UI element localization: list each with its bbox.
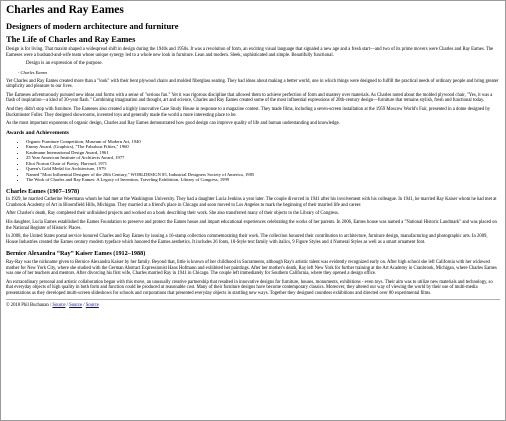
footer [6,303,500,309]
award-item: • Organic Furniture Competition, Museum of Modern Art, 1940 [26,139,500,145]
intro-paragraph: Design is for living. That maxim shaped a widespread shift in design during the 1940s and 1950s. It was a revolution of form, an exciting visual language that signaled a new age and a fresh start—and two of its prime movers were Charles and Ray Eames. The Eameses were a husband-and-wife team whose unique synergy led to a whole new look in furniture. Lean and modern. Sleek, sophisticated and simple. Beautifully functional. [6,47,494,58]
life-heading: The Life of Charles and Ray Eames [6,34,136,44]
source-link-3[interactable]: Source [85,303,99,309]
footer-separator: / [83,303,85,309]
award-item: • Named "Most Influential Designer of the 20th Century," WORLDESIGN 85, Industrial Designers Society of America, 1985 [26,172,500,178]
award-item: • 25 Year American Institute of Architects Award, 1977 [26,155,500,161]
source-link-1[interactable]: Source [52,303,66,309]
charles-paragraph-2: After Charles's death, Ray completed their unfinished projects and worked on a book describing their work. She also transferred many of their objects to the Library of Congress. [6,211,340,217]
footer-divider [6,299,500,300]
footer-separator: / [66,303,68,309]
body-paragraph-5: As the most important exponents of organic design, Charles and Ray Eames demonstrated how good design can improve quality of life and human understanding and knowledge. [6,121,340,127]
ray-heading: Bernice Alexandra “Ray” Kaiser Eames (1912–1988) [6,250,146,258]
ray-paragraph-1: Ray-Ray was the nickname given to Bernice Alexandra Kaiser by her family. Beyond that, little is known of her childhood in Sacramento, although Ray's artistic talent was evidently recognized early on. After high school she left California with her widowed mother for New York City, where she studied with the German Abstract Expressionist Hans Hofmann and exhibited her paintings. After her mother's death, Ray left New York for further training at the Art Academy in Cranbrook, Michigan, where Charles Eames was one of her teachers and mentors. After divorcing his first wife, Charles married Ray in 1941 in Chicago. The couple left immediately for Southern California, where they opened a design office. [6,259,497,277]
quote-citation: - Charles Eames [18,70,48,76]
awards-heading: Awards and Achievements [6,129,69,136]
charles-paragraph-3: His daughter, Lucia Eames established the Eames Foundation to preserve and protect the Eames house and impart educational experiences celebrating the works of her parents. In 2006, Eames house was named a "National Historic Landmark" and was placed on the National Register of Historic Places. [6,220,497,231]
source-link-2[interactable]: Source [69,303,83,309]
document-page [1,1,505,309]
award-item: • Kaufmann International Design Award, 1961 [26,150,500,156]
body-paragraph-4: And they didn't stop with furniture. The Eameses also created a highly innovative Case Study House in response to a magazine contest. They made films, including a seven-screen installation at the 1959 Moscow World's Fair, presented in a dome designed by Buckminster Fuller. They designed showrooms, invented toys and generally made the world a more interesting place to be. [6,106,491,118]
page-subtitle: Designers of modern architecture and furniture [6,21,179,31]
body-paragraph-3: The Eameses adventurously pursued new ideas and forms with a sense of "serious fun." Yet it was rigorous discipline that allowed them to achieve perfection of form and mastery over materials. As Charles noted about the molded plywood chair, "Yes, it was a flash of inspiration—a kind of 30-year flash." Combining imagination and thought, art and science, Charles and Ray Eames created some of the most influential expressions of 20th-century design—furniture that remains stylish, fresh and functional today. [6,92,493,104]
quote-block [26,61,500,67]
charles-paragraph-1: In 1929, he married Catherine Woermann whom he had met at the Washington University. They had a daughter Lucia Jenkins a year later. The couple divorced in 1941 after his involvement with his colleague. In 1941, he married Ray Kaiser whom he had met at Cranbrook Academy of Art in Bloomfield Hills, Michigan. They married at a friend's place in Chicago and soon moved to Los Angeles to mark the beginning of their married life and career. [6,197,497,208]
charles-paragraph-4: In 2008, the United States postal service honored Charles and Ray Eames by issuing a 16-stamp collection commemorating their work. The collection honored their contribution to architecture, furniture design, manufacturing and photographic arts. In 2009, House Industries created the Eames century modern typeface which honored the Eames aesthetics. It includes 26 fonts, 18-Style text family with italics, 9 Figure Styles and 4 Numeral Styles as well as a smart ornament font. [6,234,488,245]
charles-heading: Charles Eames (1907–1978) [6,187,80,195]
awards-list [6,139,500,183]
quote-text: Design is an expression of the purpose. [26,61,103,67]
ray-paragraph-2: An extraordinary personal and artistic collaboration began with this move, an unusually creative partnership that resulted in innovative designs for furniture, houses, monuments, exhibitions - even toys. Their aim was to utilize new materials and technology, so that everyday objects of high quality in both form and function could be produced at reasonable cost. Many of their furniture designs have become contemporary classics. Moreover, they altered our way of viewing the world by their use of multi-media presentations as they developed multi-screen slideshows for schools and corporations that presented everyday objects in startling new ways. Together they designed countless exhibitions and directed over 80 experimental films. [6,279,493,296]
body-paragraph-2: Yet Charles and Ray Eames created more than a "look" with their bent plywood chairs and molded fiberglass seating. They had ideas about making a better world, one in which things were designed to fulfill the practical needs of ordinary people and bring greater simplicity and pleasure to our lives. [6,78,499,90]
award-item: • The Work of Charles and Ray Eames: A Legacy of Invention, Traveling Exhibition, Library of Congress, 1999 [26,177,500,183]
award-item: • Queen's Gold Medal for Architecture, 1979 [26,166,500,172]
page-title: Charles and Ray Eames [6,4,124,16]
award-item: • Eliot Norton Chair of Poetry, Harvard, 1971 [26,161,500,167]
footer-copyright: © 2018 Phil Buchanan / [6,303,52,309]
award-item: • Emmy Award, (Graphics), "The Fabulous Fifties," 1960 [26,144,500,150]
